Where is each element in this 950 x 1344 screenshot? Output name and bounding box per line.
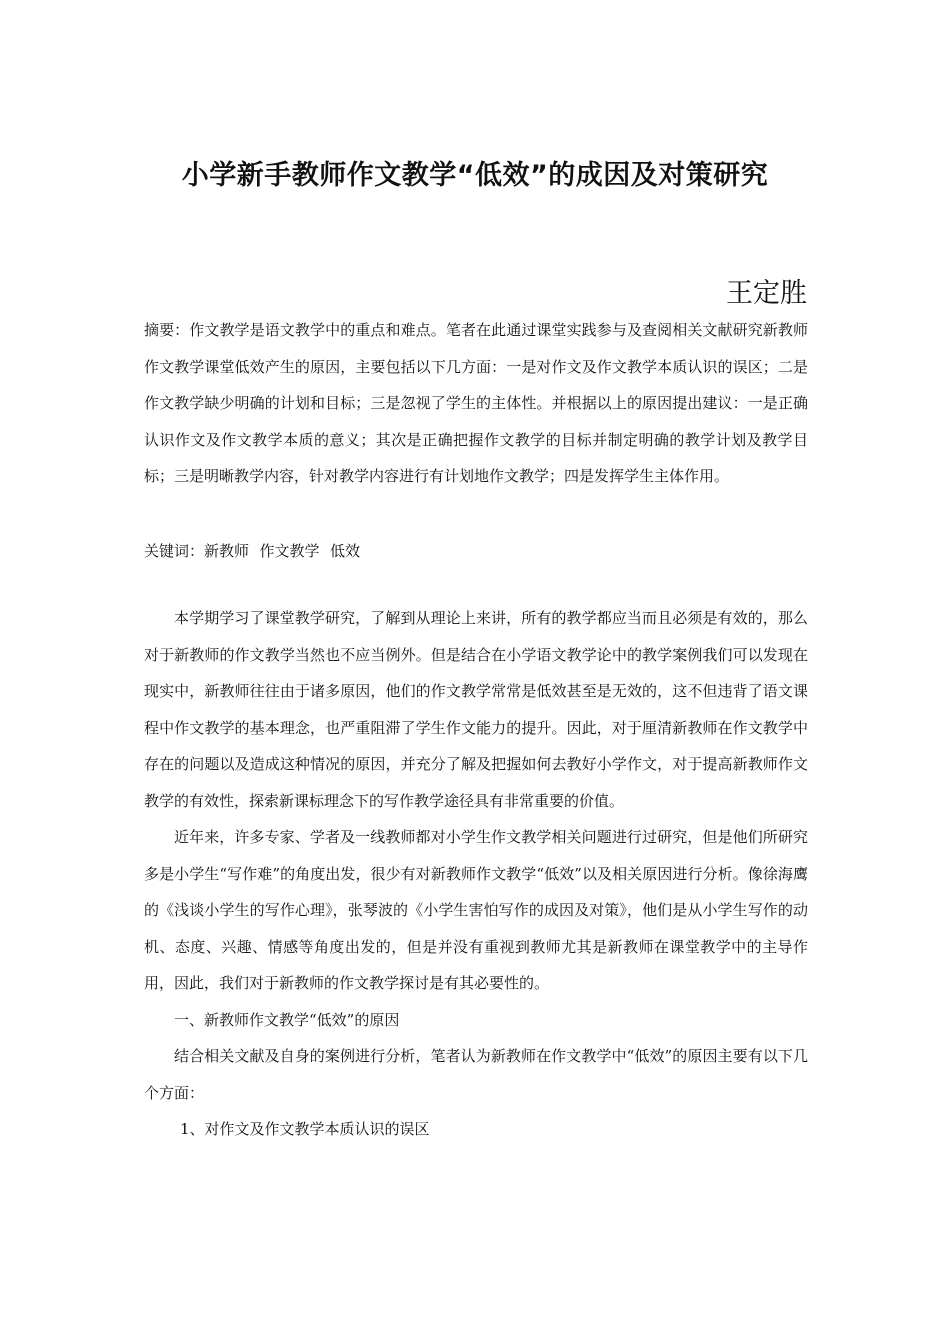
paper-title: 小学新手教师作文教学“低效”的成因及对策研究 — [181, 160, 769, 191]
author-name: 王定胜 — [726, 278, 807, 309]
abstract-text: 作文教学是语文教学中的重点和难点。笔者在此通过课堂实践参与及查阅相关文献研究新教师作文教学课堂低效产生的原因，主要包括以下几方面：一是对作文及作文教学本质认识的误区；二是作文教学缺少明确的计划和目标；三是忽视了学生的主体性。并根据以上的原因提出建议：一是正确认识作文及作文教学本质的意义；其次是正确把握作文教学的目标并制定明确的教学计划及教学目标；三是明晰教学内容，针对教学内容进行有计划地作文教学；四是发挥学生主体作用。 — [144, 321, 808, 485]
keywords-label: 关键词： — [144, 542, 205, 560]
keyword-term: 新教师 — [204, 542, 250, 560]
body-paragraph: 近年来，许多专家、学者及一线教师都对小学生作文教学相关问题进行过研究，但是他们所研究多是小学生“写作难”的角度出发，很少有对新教师作文教学“低效”以及相关原因进行分析。像徐海鹰的《浅谈小学生的写作心理》，张琴波的《小学生害怕写作的成因及对策》，他们是从小学生写作的动机、态度、兴趣、情感等角度出发的，但是并没有重视到教师尤其是新教师在课堂教学中的主导作用，因此，我们对于新教师的作文教学探讨是有其必要性的。 — [144, 828, 808, 992]
abstract — [144, 312, 808, 495]
keyword-term: 作文教学 — [259, 542, 320, 560]
body-text — [144, 600, 808, 1148]
abstract-label: 摘要： — [144, 321, 190, 339]
keywords — [144, 533, 808, 570]
subsection-heading: 1、对作文及作文教学本质认识的误区 — [180, 1120, 430, 1138]
body-paragraph: 结合相关文献及自身的案例进行分析，笔者认为新教师在作文教学中“低效”的原因主要有以下几个方面： — [144, 1047, 808, 1102]
body-paragraph: 本学期学习了课堂教学研究，了解到从理论上来讲，所有的教学都应当而且必须是有效的，那么对于新教师的作文教学当然也不应当例外。但是结合在小学语文教学论中的教学案例我们可以发现在现实中，新教师往往由于诸多原因，他们的作文教学常常是低效甚至是无效的，这不但违背了语文课程中作文教学的基本理念，也严重阻滞了学生作文能力的提升。因此，对于厘清新教师在作文教学中存在的问题以及造成这种情况的原因，并充分了解及把握如何去教好小学作文，对于提高新教师作文教学的有效性，探索新课标理念下的写作教学途径具有非常重要的价值。 — [144, 609, 808, 810]
section-heading: 一、新教师作文教学“低效”的原因 — [174, 1010, 400, 1029]
keyword-term: 低效 — [330, 542, 361, 560]
